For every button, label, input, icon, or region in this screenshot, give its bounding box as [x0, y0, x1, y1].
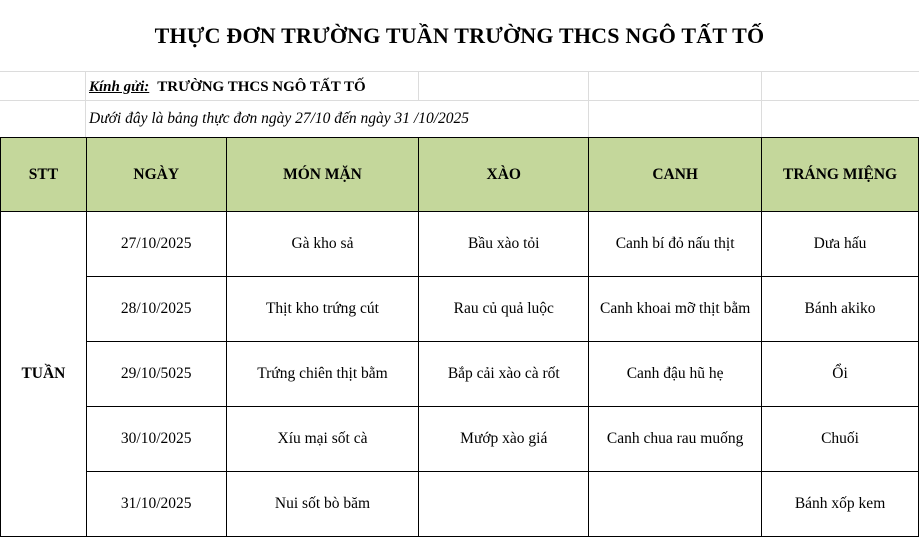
- cell-dessert: Bánh akiko: [762, 277, 919, 342]
- intro-text: Dưới đây là bảng thực đơn ngày 27/10 đến ngày 31 /10/2025: [89, 110, 470, 127]
- grid-line: [0, 100, 919, 101]
- salutation-recipient: TRƯỜNG THCS NGÔ TẤT TỐ: [157, 78, 366, 95]
- salutation-label: Kính gửi:: [89, 78, 150, 95]
- cell-soup: Canh đậu hũ hẹ: [589, 342, 762, 407]
- cell-stirfry: Rau củ quả luộc: [419, 277, 589, 342]
- table-row: [1, 212, 919, 277]
- cell-soup: Canh chua rau muống: [589, 407, 762, 472]
- salutation: [89, 74, 366, 100]
- header-stirfry: XÀO: [419, 138, 589, 212]
- grid-line: [761, 72, 762, 137]
- cell-date: 30/10/2025: [86, 407, 226, 472]
- table-row: [1, 277, 919, 342]
- header-row: [1, 138, 919, 212]
- cell-main: Trứng chiên thịt bằm: [226, 342, 419, 407]
- cell-main: Gà kho sả: [226, 212, 419, 277]
- cell-stirfry: Bầu xào tỏi: [419, 212, 589, 277]
- cell-stirfry: [419, 472, 589, 537]
- menu-table: [0, 137, 919, 537]
- table-row: [1, 407, 919, 472]
- cell-date: 29/10/5025: [86, 342, 226, 407]
- cell-main: Thịt kho trứng cút: [226, 277, 419, 342]
- cell-main: Nui sốt bò băm: [226, 472, 419, 537]
- cell-dessert: Chuối: [762, 407, 919, 472]
- cell-date: 27/10/2025: [86, 212, 226, 277]
- cell-dessert: Ổi: [762, 342, 919, 407]
- grid-line: [588, 72, 589, 137]
- header-date: NGÀY: [86, 138, 226, 212]
- cell-dessert: Dưa hấu: [762, 212, 919, 277]
- header-main: MÓN MẶN: [226, 138, 419, 212]
- header-dessert: TRÁNG MIỆNG: [762, 138, 919, 212]
- cell-stirfry: Bắp cải xào cà rốt: [419, 342, 589, 407]
- week-label: TUẦN: [1, 212, 87, 537]
- cell-soup: Canh khoai mỡ thịt bằm: [589, 277, 762, 342]
- cell-soup: Canh bí đỏ nấu thịt: [589, 212, 762, 277]
- header-stt: STT: [1, 138, 87, 212]
- cell-stirfry: Mướp xào giá: [419, 407, 589, 472]
- page-title: THỰC ĐƠN TRƯỜNG TUẦN TRƯỜNG THCS NGÔ TẤT TỐ: [154, 23, 765, 48]
- table-row: [1, 342, 919, 407]
- cell-main: Xíu mại sốt cà: [226, 407, 419, 472]
- grid-line: [85, 72, 86, 137]
- cell-soup: [589, 472, 762, 537]
- cell-date: 31/10/2025: [86, 472, 226, 537]
- cell-date: 28/10/2025: [86, 277, 226, 342]
- table-row: [1, 472, 919, 537]
- cell-dessert: Bánh xốp kem: [762, 472, 919, 537]
- grid-line: [418, 72, 419, 100]
- header-soup: CANH: [589, 138, 762, 212]
